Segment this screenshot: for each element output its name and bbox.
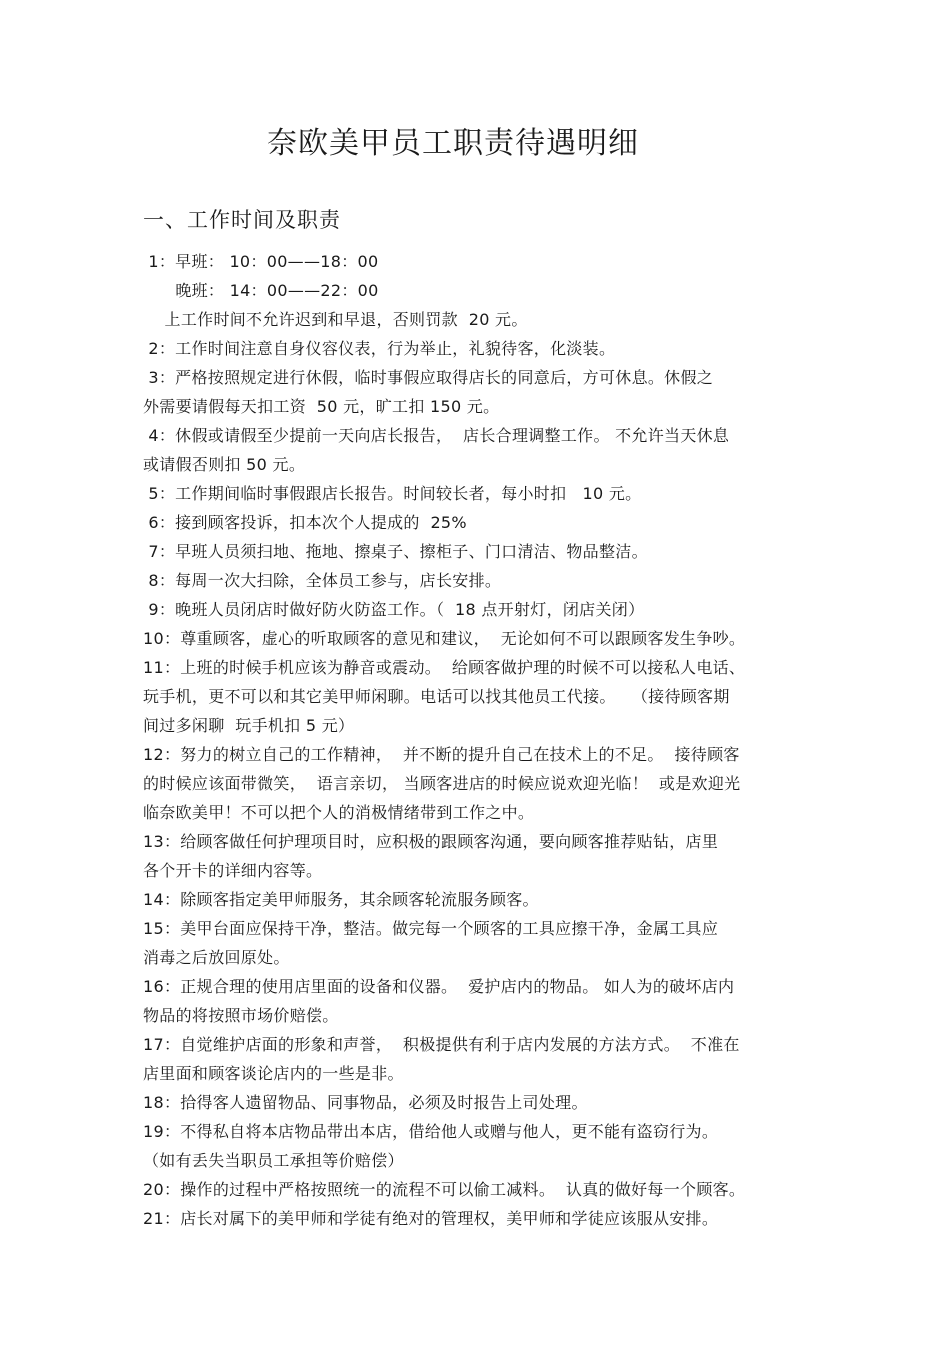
- text-line: 18：拾得客人遗留物品、同事物品，必须及时报告上司处理。: [143, 1093, 588, 1112]
- text-line: 3：严格按照规定进行休假，临时事假应取得店长的同意后，方可休息。休假之: [143, 368, 714, 387]
- text-line: 13：给顾客做任何护理项目时，应积极的跟顾客沟通，要向顾客推荐贴钻，店里: [143, 832, 719, 851]
- text-line: 2：工作时间注意自身仪容仪表，行为举止，礼貌待客，化淡装。: [143, 339, 616, 358]
- text-line: 4：休假或请假至少提前一天向店长报告， 店长合理调整工作。 不允许当天休息: [143, 426, 730, 445]
- document-body: [143, 247, 808, 1233]
- text-line: 8：每周一次大扫除，全体员工参与，店长安排。: [143, 571, 502, 590]
- text-line: 店里面和顾客谈论店内的一些是非。: [143, 1064, 404, 1083]
- text-line: 玩手机，更不可以和其它美甲师闲聊。电话可以找其他员工代接。 （接待顾客期: [143, 687, 730, 706]
- text-line: 17：自觉维护店面的形象和声誉， 积极提供有利于店内发展的方法方式。 不准在: [143, 1035, 740, 1054]
- text-line: 19：不得私自将本店物品带出本店，借给他人或赠与他人，更不能有盗窃行为。: [143, 1122, 719, 1141]
- text-line: 9：晚班人员闭店时做好防火防盗工作。（ 18 点开射灯，闭店关闭）: [143, 600, 645, 619]
- text-line: 16：正规合理的使用店里面的设备和仪器。 爱护店内的物品。 如人为的破坏店内: [143, 977, 735, 996]
- text-line: 间过多闲聊 玩手机扣 5 元）: [143, 716, 355, 735]
- text-line: 5：工作期间临时事假跟店长报告。时间较长者，每小时扣 10 元。: [143, 484, 642, 503]
- text-line: 物品的将按照市场价赔偿。: [143, 1006, 339, 1025]
- text-line: 12：努力的树立自己的工作精神， 并不断的提升自己在技术上的不足。 接待顾客: [143, 745, 740, 764]
- section-heading: 一、工作时间及职责: [143, 208, 341, 232]
- text-line: 外需要请假每天扣工资 50 元，旷工扣 150 元。: [143, 397, 500, 416]
- text-line: 11：上班的时候手机应该为静音或震动。 给顾客做护理的时候不可以接私人电话、: [143, 658, 746, 677]
- text-line: 1：早班： 10：00——18：00: [143, 252, 379, 271]
- text-line: 临奈欧美甲！不可以把个人的消极情绪带到工作之中。: [143, 803, 535, 822]
- text-line: 6：接到顾客投诉，扣本次个人提成的 25%: [143, 513, 467, 532]
- text-line: 14：除顾客指定美甲师服务，其余顾客轮流服务顾客。: [143, 890, 539, 909]
- text-line: 20：操作的过程中严格按照统一的流程不可以偷工减料。 认真的做好每一个顾客。: [143, 1180, 746, 1199]
- text-line: 21：店长对属下的美甲师和学徒有绝对的管理权，美甲师和学徒应该服从安排。: [143, 1209, 719, 1228]
- text-line: 的时候应该面带微笑， 语言亲切， 当顾客进店的时候应说欢迎光临！ 或是欢迎光: [143, 774, 741, 793]
- text-line: 消毒之后放回原处。: [143, 948, 290, 967]
- document-title: 奈欧美甲员工职责待遇明细: [267, 126, 639, 161]
- text-line: 各个开卡的详细内容等。: [143, 861, 323, 880]
- text-line: 上工作时间不允许迟到和早退，否则罚款 20 元。: [143, 310, 528, 329]
- text-line: 10：尊重顾客，虚心的听取顾客的意见和建议， 无论如何不可以跟顾客发生争吵。: [143, 629, 746, 648]
- text-line: （如有丢失当职员工承担等价赔偿）: [143, 1151, 404, 1170]
- text-line: 晚班： 14：00——22：00: [143, 281, 379, 300]
- text-line: 15：美甲台面应保持干净，整洁。做完每一个顾客的工具应擦干净，金属工具应: [143, 919, 719, 938]
- text-line: 或请假否则扣 50 元。: [143, 455, 306, 474]
- text-line: 7：早班人员须扫地、拖地、擦桌子、擦柜子、门口清洁、物品整洁。: [143, 542, 648, 561]
